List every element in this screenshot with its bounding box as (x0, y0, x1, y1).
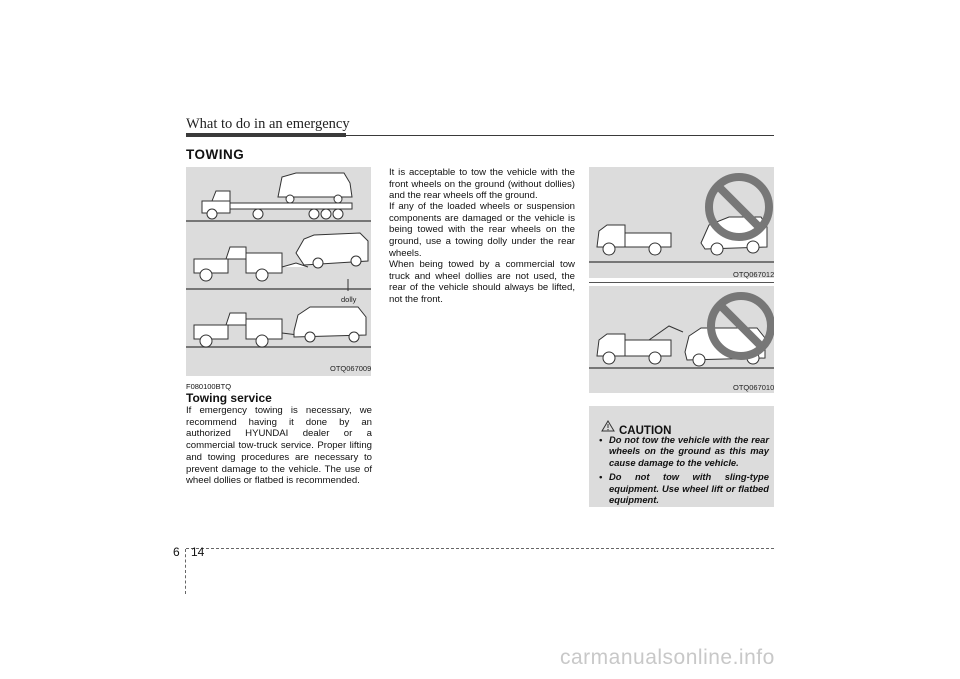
towing-methods-illustration (186, 167, 371, 376)
figure-caption: OTQ067012 (733, 270, 775, 279)
warning-triangle-icon (601, 420, 615, 432)
figure-caption: OTQ067010 (733, 383, 775, 392)
page-number: 14 (191, 545, 205, 559)
figure-separator (589, 282, 774, 283)
page-header-title: What to do in an emergency (186, 116, 350, 132)
caution-list (599, 434, 769, 508)
section-title: TOWING (186, 147, 245, 162)
section-code: F080100BTQ (186, 382, 232, 391)
towing-service-paragraph: If emergency towing is necessary, we recommend having it done by an authorized HYUNDAI dealer or a commercial tow-truck service. Proper lifting and towing procedures are necessary to prevent damage to the vehicle. The use of wheel dollies or flatbed is recommended. (186, 405, 372, 487)
figure-caption: OTQ067009 (330, 364, 372, 373)
header-rule (346, 135, 774, 136)
dolly-label: dolly (341, 295, 357, 304)
subsection-title: Towing service (186, 391, 272, 405)
tow-trucks-drawing (186, 167, 371, 376)
header-bar (186, 133, 346, 137)
watermark: carmanualsonline.info (560, 646, 775, 669)
no-tow-rear-wheels-illustration (589, 167, 774, 278)
footer-rule (186, 548, 774, 549)
tow-paragraph-1: It is acceptable to tow the vehicle with the front wheels on the ground (without dollies) and the rear wheels off the ground. (389, 167, 575, 202)
tow-paragraph-2: If any of the loaded wheels or suspension components are damaged or the vehicle is being towed with the rear wheels on the ground, use a towing dolly under the rear wheels. (389, 201, 575, 259)
caution-item: • Do not tow the vehicle with the rear wheels on the ground as this may cause damage to the vehicle. (599, 434, 769, 468)
caution-item: • Do not tow with sling-type equipment. Use wheel lift or flatbed equipment. (599, 471, 769, 506)
no-tow-drawing-1 (589, 167, 774, 278)
caution-box (589, 406, 774, 507)
footer-divider (185, 549, 186, 594)
tow-paragraph-3: When being towed by a commercial tow truck and wheel dollies are not used, the rear of the vehicle should always be lifted, not the front. (389, 259, 575, 306)
no-sling-tow-illustration (589, 286, 774, 393)
page-section-number: 6 (173, 545, 180, 559)
no-tow-drawing-2 (589, 286, 774, 393)
caution-title: CAUTION (619, 425, 672, 437)
